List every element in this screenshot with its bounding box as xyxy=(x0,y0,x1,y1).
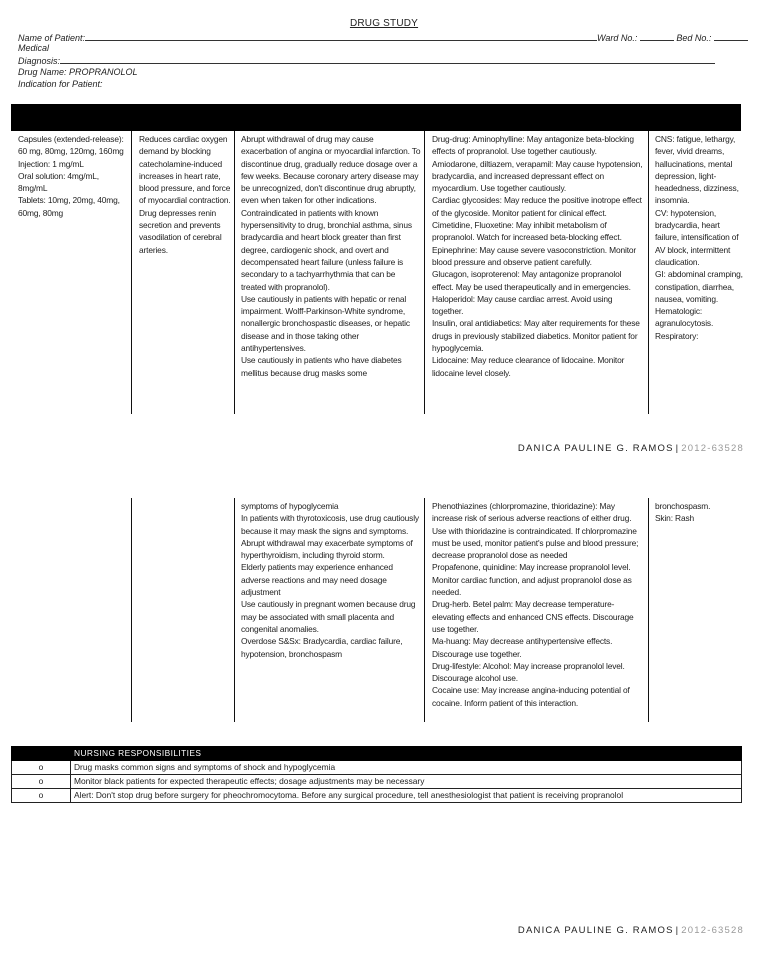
patient-name-line xyxy=(85,32,597,41)
column-divider xyxy=(131,131,132,414)
drug-name: Drug Name: PROPRANOLOL xyxy=(18,67,138,77)
nursing-header-row xyxy=(12,747,742,761)
patient-name-label: Name of Patient: xyxy=(18,33,86,43)
ward-no-line xyxy=(640,32,674,41)
bed-no-label: Bed No.: xyxy=(676,33,712,43)
contraindications-cell-continued: symptoms of hypoglycemia In patients with thyrotoxicosis, use drug cautiously because it may mask the signs and symptoms. Abrupt withdrawal may exacerbate symptoms of hyperthyroidism, including thyroid storm. Elderly patients may experience enhanced adverse reactions and may need dosage adjustment Use cautiously in pregnant women because drug may be associated with small placenta and congenital anomalies. Overdose S&Sx: Bradycardia, cardiac failure, hypotension, bronchospasm xyxy=(241,501,419,659)
page-footer: DANICA PAULINE G. RAMOS | 2012-63528 xyxy=(517,925,744,936)
contraindications-cell: Abrupt withdrawal of drug may cause exacerbation of angina or myocardial infarction. To discontinue drug, gradually reduce dosage over a few weeks. Because coronary artery disease may be unrecognized, don't discontinue drug abruptly, even when taken for other indications. Contraindicated in patients with known hypersensitivity to drug, bronchial asthma, sinus bradycardia and heart block greater than first degree, cardiogenic shock, and overt and decompensated heart failure (unless failure is secondary to a tachyarrhythmia that can be treated with propranolol). Use cautiously in patients with hepatic or renal impairment. Wolff-Parkinson-White syndrome, nonallergic bronchospastic diseases, or hepatic disease and in those taking other antihypertensives. Use cautiously in patients who have diabetes mellitus because drug masks some xyxy=(241,134,421,378)
ward-no-label: Ward No.: xyxy=(597,33,638,43)
page-footer: DANICA PAULINE G. RAMOS | 2012-63528 xyxy=(517,443,744,454)
author-name: DANICA PAULINE G. RAMOS xyxy=(517,925,674,936)
table-row xyxy=(12,761,742,775)
student-id: 2012-63528 xyxy=(681,443,744,454)
bed-no-line xyxy=(714,32,748,41)
drug-interactions-cell: Drug-drug: Aminophylline: May antagonize beta-blocking effects of propranolol. Use together cautiously. Amiodarone, diltiazem, verapamil: May cause hypotension, bradycardia, and increased depressant effect on myocardium. Use together cautiously. Cardiac glycosides: May reduce the positive inotrope effect of the glycoside. Monitor patient for clinical effect. Cimetidine, Fluoxetine: May inhibit metabolism of propranolol. Watch for increased beta-blocking effect. Epinephrine: May cause severe vasoconstriction. Monitor blood pressure and observe patient carefully. Glucagon, isoproterenol: May antagonize propranolol effect. May be used therapeutically and in emergencies. Haloperidol: May cause cardiac arrest. Avoid using together. Insulin, oral antidiabetics: May alter requirements for these drugs in previously stabilized diabetics. Monitor patient for hypoglycemia. Lidocaine: May reduce clearance of lidocaine. Monitor lidocaine level closely. xyxy=(432,134,643,378)
nursing-item: Alert: Don't stop drug before surgery for pheochromocytoma. Before any surgical procedure, tell anesthesiologist that patient is receiving propranolol xyxy=(71,789,742,803)
ward-bed-row xyxy=(597,32,748,43)
diagnosis-line xyxy=(60,55,715,64)
column-divider xyxy=(131,498,132,722)
adverse-effects-cell: CNS: fatigue, lethargy, fever, vivid dreams, hallucinations, mental depression, light-headedness, dizziness, insomnia. CV: hypotension, bradycardia, heart failure, intensification of AV block, intermittent claudication. GI: abdominal cramping, constipation, diarrhea, nausea, vomiting. Hematologic: agranulocytosis. Respiratory: xyxy=(655,134,743,341)
diagnosis-row xyxy=(18,55,715,67)
drug-interactions-cell-continued: Phenothiazines (chlorpromazine, thioridazine): May increase risk of serious adverse reactions of either drug. Use with thioridazine is contraindicated. If chlorpromazine must be used, monitor patient's pulse and blood pressure; decrease propranolol dose as needed Propafenone, quinidine: May increase propranolol level. Monitor cardiac function, and adjust propranolol dose as needed. Drug-herb. Betel palm: May decrease temperature-elevating effects and enhanced CNS effects. Discourage use together. Ma-huang: May decrease antihypertensive effects. Discourage use together. Drug-lifestyle: Alcohol: May increase propranolol level. Discourage alcohol use. Cocaine use: May increase angina-inducing potential of cocaine. Inform patient of this interaction. xyxy=(432,501,639,708)
student-id: 2012-63528 xyxy=(681,925,744,936)
column-divider xyxy=(424,498,425,722)
nursing-item: Drug masks common signs and symptoms of shock and hypoglycemia xyxy=(71,761,742,775)
diagnosis-label: Diagnosis: xyxy=(18,56,61,66)
dosage-forms-cell: Capsules (extended-release): 60 mg, 80mg, 120mg, 160mg Injection: 1 mg/mL Oral solution: 4mg/mL, 8mg/mL Tablets: 10mg, 20mg, 40mg, 60mg, 80mg xyxy=(18,134,124,218)
bullet: o xyxy=(12,761,71,775)
adverse-effects-cell-continued: bronchospasm. Skin: Rash xyxy=(655,501,711,524)
nursing-responsibilities-table xyxy=(11,746,742,803)
patient-name-row xyxy=(18,32,597,44)
column-divider xyxy=(424,131,425,414)
nursing-header: NURSING RESPONSIBILITIES xyxy=(71,747,742,761)
bullet: o xyxy=(12,789,71,803)
bullet: o xyxy=(12,775,71,789)
column-divider xyxy=(648,498,649,722)
indication-label: Indication for Patient: xyxy=(18,79,103,89)
table-row xyxy=(12,789,742,803)
table-header-bar xyxy=(11,104,741,131)
mechanism-cell: Reduces cardiac oxygen demand by blocking catecholamine-induced increases in heart rate, blood pressure, and force of myocardial contraction. Drug depresses renin secretion and prevents vasodilation of cerebral arteries. xyxy=(139,134,231,255)
column-divider xyxy=(648,131,649,414)
column-divider xyxy=(234,131,235,414)
medical-label: Medical xyxy=(18,43,50,53)
nursing-item: Monitor black patients for expected therapeutic effects; dosage adjustments may be necessary xyxy=(71,775,742,789)
document-title: DRUG STUDY xyxy=(349,18,419,29)
column-divider xyxy=(234,498,235,722)
table-row xyxy=(12,775,742,789)
author-name: DANICA PAULINE G. RAMOS xyxy=(517,443,674,454)
